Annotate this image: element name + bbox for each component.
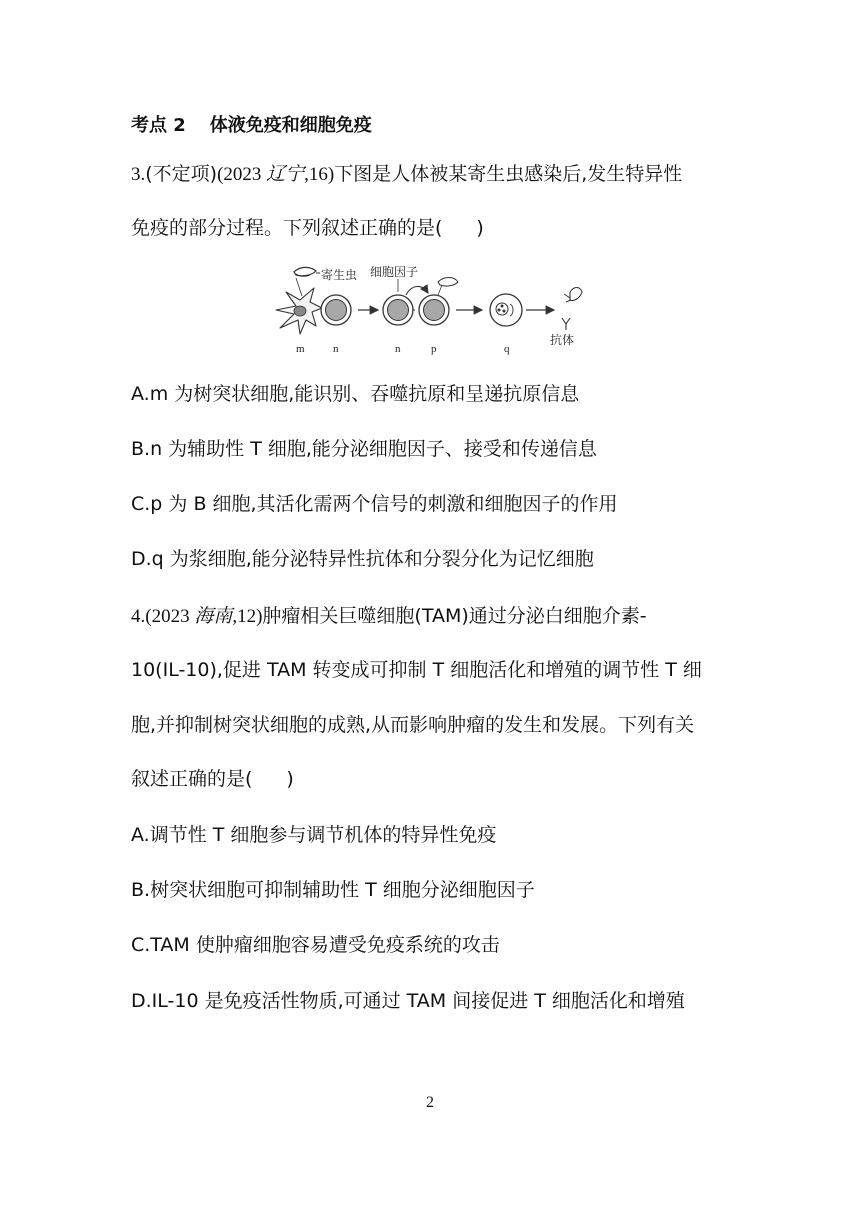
q4-source-open: (2023 [145,606,195,627]
q3-close-paren: ) [476,217,484,239]
antibody-label: 抗体 [550,333,575,347]
parasite-label: 寄生虫 [321,268,358,282]
q4-source-region: 海南 [194,606,233,627]
q3-option-a: A.m 为树突状细胞,能识别、吞噬抗原和呈递抗原信息 [131,383,580,405]
q3-type: (不定项) [145,163,218,185]
section-heading [131,113,372,139]
q4-option-b: B.树突状细胞可抑制辅助性 T 细胞分泌细胞因子 [131,879,535,901]
dendritic-cell-icon [276,288,322,334]
q4-stem-text-1: 肿瘤相关巨噬细胞(TAM)通过分泌白细胞介素- [262,605,647,627]
q4-option-a: A.调节性 T 细胞参与调节机体的特异性免疫 [131,824,497,846]
q4-close-paren: ) [286,768,294,790]
q4-stem-line-1 [131,603,647,630]
q3-source-close: ,16) [304,164,335,185]
q3-option-b: B.n 为辅助性 T 细胞,能分泌细胞因子、接受和传递信息 [131,438,597,460]
immune-process-figure [270,262,600,358]
q4-number: 4. [131,606,146,627]
plasma-cell-icon [490,294,522,326]
b-cell-icon [419,295,449,325]
parasite-icon [294,267,316,276]
q4-source-close: ,12) [232,606,263,627]
q3-source-region: 辽宁 [266,164,305,185]
q3-stem-text-2: 免疫的部分过程。下列叙述正确的是( [131,217,443,239]
cell-label-n: n [333,343,339,355]
cell-label-p: p [431,343,437,355]
cell-label-n-2: n [395,343,401,355]
q3-stem-line-1 [131,161,682,188]
q3-source-open: (2023 [217,164,267,185]
page-number: 2 [426,1094,434,1111]
q3-option-c: C.p 为 B 细胞,其活化需两个信号的刺激和细胞因子的作用 [131,493,618,515]
q4-stem-text-4: 叙述正确的是( [131,768,253,790]
q3-stem-line-2 [131,215,484,241]
helper-t-cell-icon-2 [383,295,413,325]
helper-t-cell-icon [321,295,351,325]
q4-stem-line-2: 10(IL-10),促进 TAM 转变成可抑制 T 细胞活化和增殖的调节性 T 细 [131,659,702,681]
section-title: 体液免疫和细胞免疫 [209,115,372,136]
parasite-bound-icon [564,288,582,303]
q4-option-c: C.TAM 使肿瘤细胞容易遭受免疫系统的攻击 [131,934,500,956]
curved-arrow [406,286,428,295]
q3-option-d: D.q 为浆细胞,能分泌特异性抗体和分裂分化为记忆细胞 [131,548,594,570]
antibody-icon [562,318,570,330]
section-prefix: 考点 2 [131,115,186,136]
q3-stem-text-1: 下图是人体被某寄生虫感染后,发生特异性 [334,163,683,185]
q3-number: 3. [131,164,146,185]
parasite-icon-2 [438,278,458,287]
q4-option-d: D.IL-10 是免疫活性物质,可通过 TAM 间接促进 T 细胞活化和增殖 [131,990,685,1012]
cell-label-m: m [296,343,305,355]
cell-label-q: q [504,343,510,355]
cytokine-label: 细胞因子 [370,265,419,279]
q4-stem-line-3: 胞,并抑制树突状细胞的成熟,从而影响肿瘤的发生和发展。下列有关 [131,714,695,736]
q4-stem-line-4 [131,766,294,792]
